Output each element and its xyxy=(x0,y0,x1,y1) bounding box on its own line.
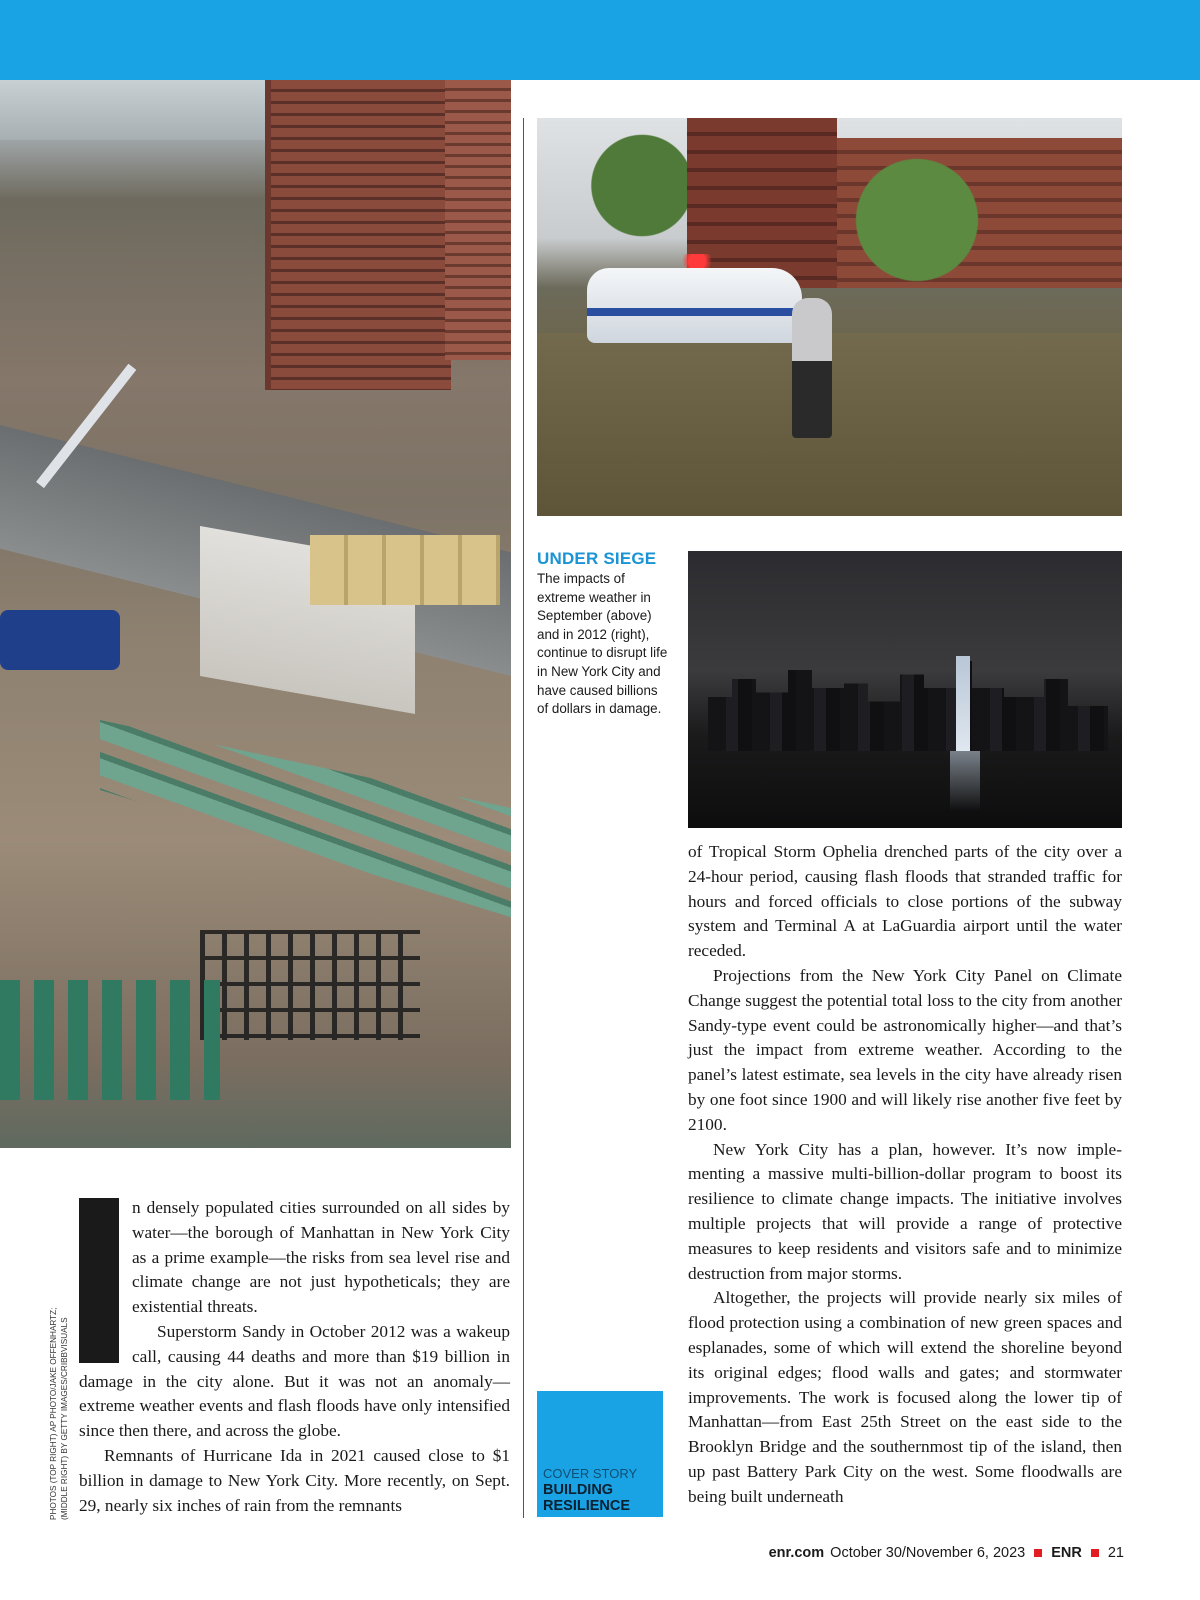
footer-site: enr.com xyxy=(768,1545,825,1561)
paragraph: of Tropical Storm Ophelia drenched parts of the city over a 24-hour period, causing flash floods that stranded traffic for hours and forced officials to close portions of the subway system and Terminal A at LaGuardia airport until the water receded. xyxy=(688,842,1122,961)
brick-tower xyxy=(265,80,451,390)
footer-date: October 30/November 6, 2023 xyxy=(830,1545,1026,1561)
top-color-band xyxy=(0,0,1200,80)
paragraph: Superstorm Sandy in October 2012 was a wakeup call, causing 44 deaths and more than $19 billion in damage in the city alone. But it was not an anomaly—extreme weather events and flash floods have only intensified since then there, and across the globe. xyxy=(79,1321,510,1441)
column-divider xyxy=(523,118,524,1518)
article-right-column xyxy=(688,840,1122,1510)
article-left-column xyxy=(79,1196,510,1518)
lit-tower xyxy=(956,656,970,751)
red-square-icon xyxy=(1034,1549,1042,1557)
police-car-stripe xyxy=(587,308,802,316)
tree-right xyxy=(827,148,1007,308)
caption-body: The impacts of extreme weather in September (above) and in 2012 (right), continue to disrupt life in New York City and have caused billions of dollars in damage. xyxy=(537,571,668,717)
paragraph: n densely populated cities surrounded on all sides by water—the borough of Manhattan in New York City as a prime example—the risks from sea level rise and climate change are not just hypotheticals; they are existential threats. xyxy=(132,1198,510,1317)
cover-story-kicker: COVER STORY xyxy=(543,1466,638,1481)
crane-body xyxy=(0,610,120,670)
water-reflection xyxy=(950,751,980,811)
photo-credit-line: (MIDDLE RIGHT) BY GETTY IMAGES/CRIBBVISUALS xyxy=(60,1317,69,1520)
page-number: 21 xyxy=(1107,1545,1124,1561)
footer-brand: ENR xyxy=(1051,1545,1082,1561)
caption-title: UNDER SIEGE xyxy=(537,549,657,568)
siren-light xyxy=(677,254,717,268)
steel-frames xyxy=(200,930,420,1040)
paragraph: New York City has a plan, however. It’s now implementing a massive multi-billion-dollar program to boost its resilience to climate change impacts. The initiative involves multiple projects that will provide a range of protective measures to keep residents and visitors safe and to minimize destruction from major storms. xyxy=(688,1139,1122,1283)
paragraph: Remnants of Hurricane Ida in 2021 caused close to $1 billion in damage to New York City. More recently, on Sept. 29, nearly six inches of rain from the remnants xyxy=(79,1445,510,1515)
wading-man xyxy=(792,298,832,438)
cover-story-title: BUILDING RESILIENCE xyxy=(543,1482,631,1514)
police-car xyxy=(587,268,802,343)
paragraph: Altogether, the projects will provide nearly six miles of flood protection using a combination of new green spaces and esplanades, some of which will extend the shoreline beyond its original edges; flood walls and gates; and stormwater improvements. The work is focused along the lower tip of Manhattan—from East 25th Street on the east side to the Brooklyn Bridge and the southernmost tip of the island, then up past Battery Park City on the west. Some floodwalls are being built underneath xyxy=(688,1288,1122,1506)
green-pipes xyxy=(100,720,511,920)
flooded-street-photo xyxy=(537,118,1122,516)
photo-credit-line: PHOTOS (TOP RIGHT) AP PHOTO/JAKE OFFENHARTZ; xyxy=(49,1307,58,1520)
paragraph: Projections from the New York City Panel on Climate Change suggest the potential total loss to the city from another Sandy-type event could be astronomically higher—and that’s just the impact from extreme weather. According to the panel’s latest estimate, sea levels in the city have already risen by one foot since 1900 and will likely rise another five feet by 2100. xyxy=(688,965,1122,1134)
cover-story-box xyxy=(537,1391,663,1517)
blackout-skyline-photo xyxy=(688,551,1122,828)
drop-cap: I xyxy=(79,1198,119,1363)
site-trailers xyxy=(310,535,500,605)
brick-building xyxy=(445,80,511,360)
dark-skyline xyxy=(708,661,1108,751)
photo-credit xyxy=(48,1308,70,1520)
green-piles xyxy=(0,980,220,1100)
construction-site-photo xyxy=(0,80,511,1148)
red-square-icon xyxy=(1091,1549,1099,1557)
page-footer xyxy=(769,1545,1124,1561)
